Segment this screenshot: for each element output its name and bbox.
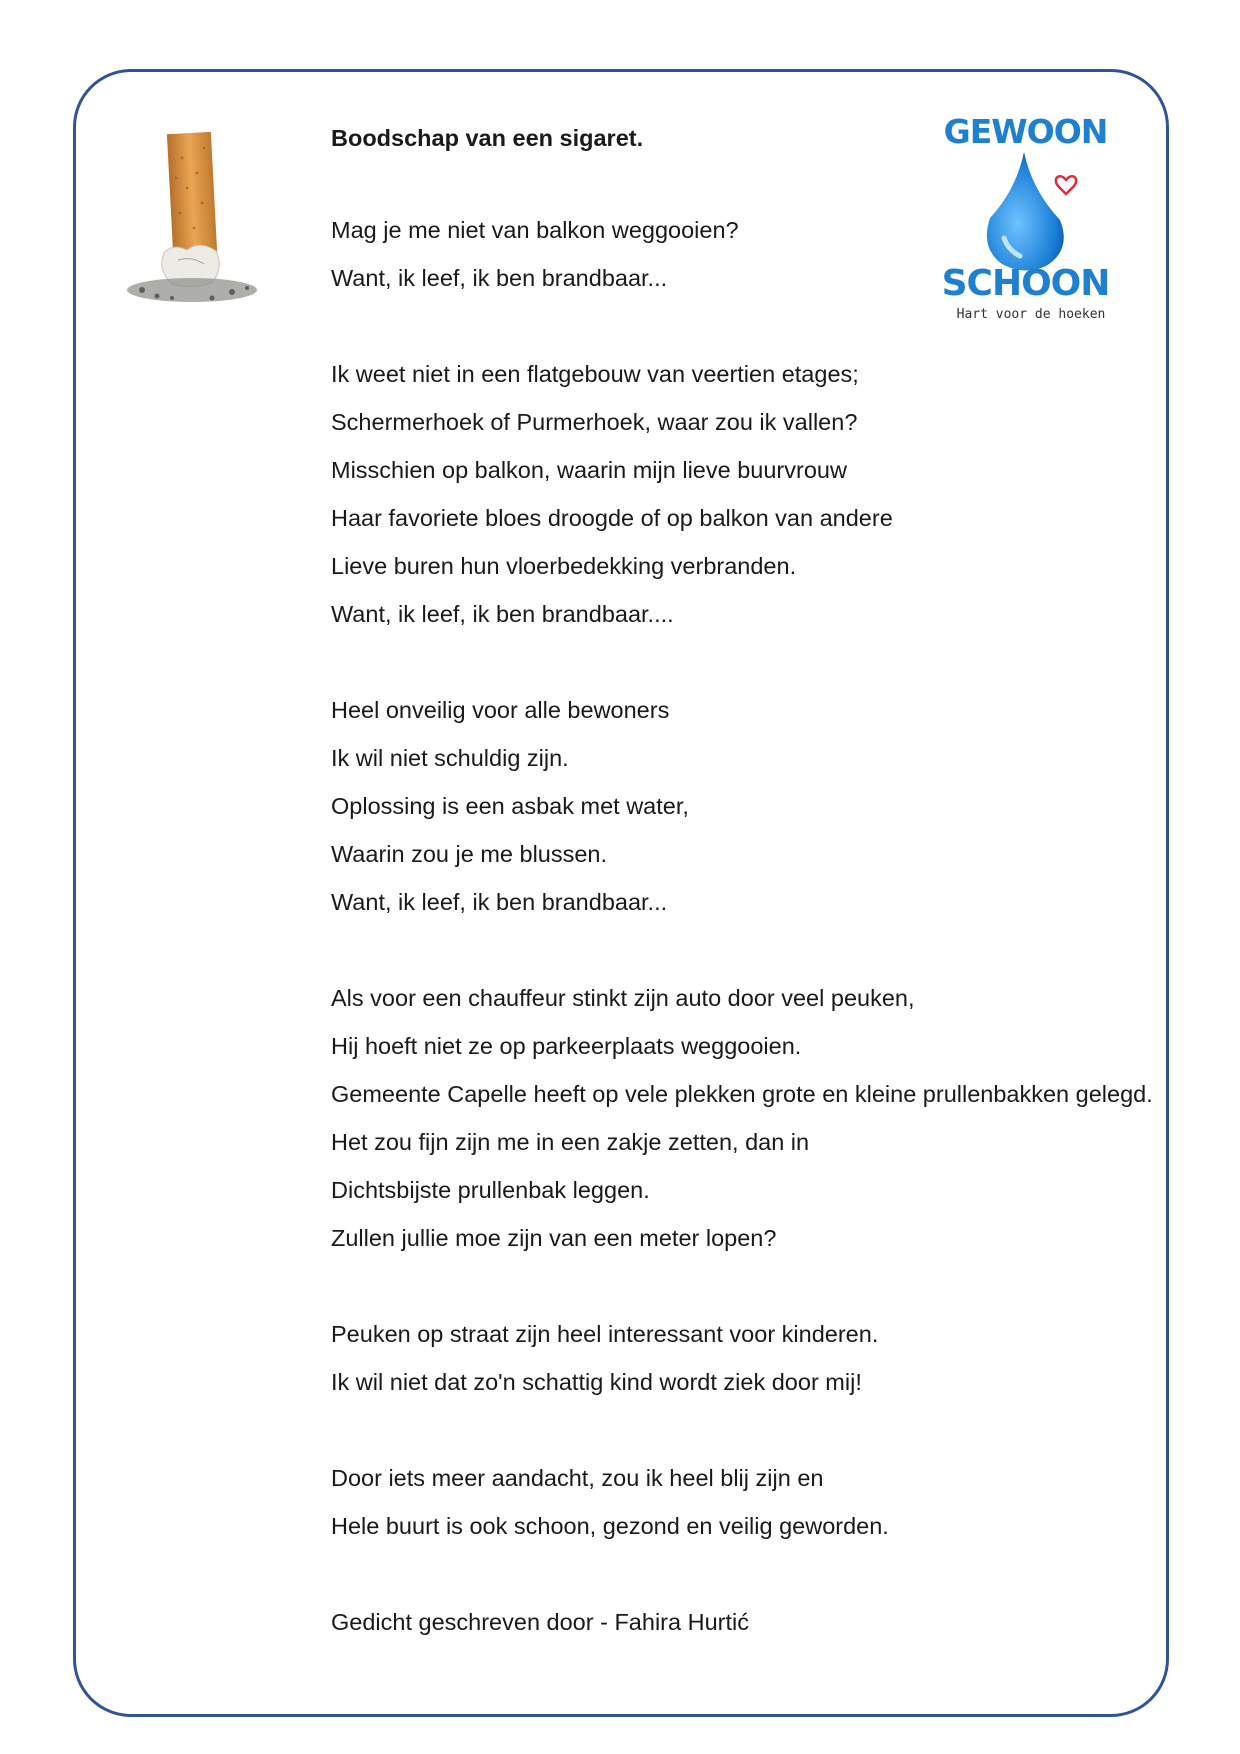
stanza-2 <box>331 350 1171 638</box>
stanza-5 <box>331 1310 1171 1406</box>
poem <box>331 118 1171 1694</box>
poem-line: Gemeente Capelle heeft op vele plekken grote en kleine prullenbakken gelegd. <box>331 1081 1153 1107</box>
stanza-3 <box>331 686 1171 926</box>
poem-line: Waarin zou je me blussen. <box>331 841 608 867</box>
author-line: Gedicht geschreven door - Fahira Hurtić <box>331 1609 749 1635</box>
poem-line: Lieve buren hun vloerbedekking verbranden. <box>331 553 797 579</box>
poem-line: Want, ik leef, ik ben brandbaar.... <box>331 601 674 627</box>
poem-line: Hij hoeft niet ze op parkeerplaats weggooien. <box>331 1033 802 1059</box>
stanza-6 <box>331 1454 1171 1550</box>
poem-line: Hele buurt is ook schoon, gezond en veilig geworden. <box>331 1513 889 1539</box>
poem-line: Heel onveilig voor alle bewoners <box>331 697 670 723</box>
poem-line: Want, ik leef, ik ben brandbaar... <box>331 265 668 291</box>
poem-line: Ik weet niet in een flatgebouw van veertien etages; <box>331 361 859 387</box>
poem-line: Misschien op balkon, waarin mijn lieve buurvrouw <box>331 457 847 483</box>
poem-title: Boodschap van een sigaret. <box>331 125 644 151</box>
stanza-4 <box>331 974 1171 1262</box>
logo-top-text: GEWOON <box>943 112 1108 151</box>
cigarette-butt-icon <box>112 118 272 323</box>
poem-line: Mag je me niet van balkon weggooien? <box>331 217 739 243</box>
poem-line: Oplossing is een asbak met water, <box>331 793 689 819</box>
stanza-1 <box>331 206 1171 302</box>
poem-line: Zullen jullie moe zijn van een meter lopen? <box>331 1225 777 1251</box>
poem-line: Ik wil niet dat zo'n schattig kind wordt ziek door mij! <box>331 1369 862 1395</box>
poem-line: Peuken op straat zijn heel interessant voor kinderen. <box>331 1321 879 1347</box>
poem-line: Het zou fijn zijn me in een zakje zetten, dan in <box>331 1129 810 1155</box>
poem-line: Als voor een chauffeur stinkt zijn auto door veel peuken, <box>331 985 915 1011</box>
logo-tagline: Hart voor de hoeken <box>956 307 1106 322</box>
poem-line: Dichtsbijste prullenbak leggen. <box>331 1177 650 1203</box>
poem-line: Want, ik leef, ik ben brandbaar... <box>331 889 668 915</box>
poem-line: Haar favoriete bloes droogde of op balkon van andere <box>331 505 893 531</box>
poem-line: Ik wil niet schuldig zijn. <box>331 745 569 771</box>
poem-line: Schermerhoek of Purmerhoek, waar zou ik vallen? <box>331 409 858 435</box>
poem-signature <box>331 1598 1171 1646</box>
logo-bottom-text: SCHOON <box>941 263 1110 304</box>
poem-line: Door iets meer aandacht, zou ik heel blij zijn en <box>331 1465 824 1491</box>
